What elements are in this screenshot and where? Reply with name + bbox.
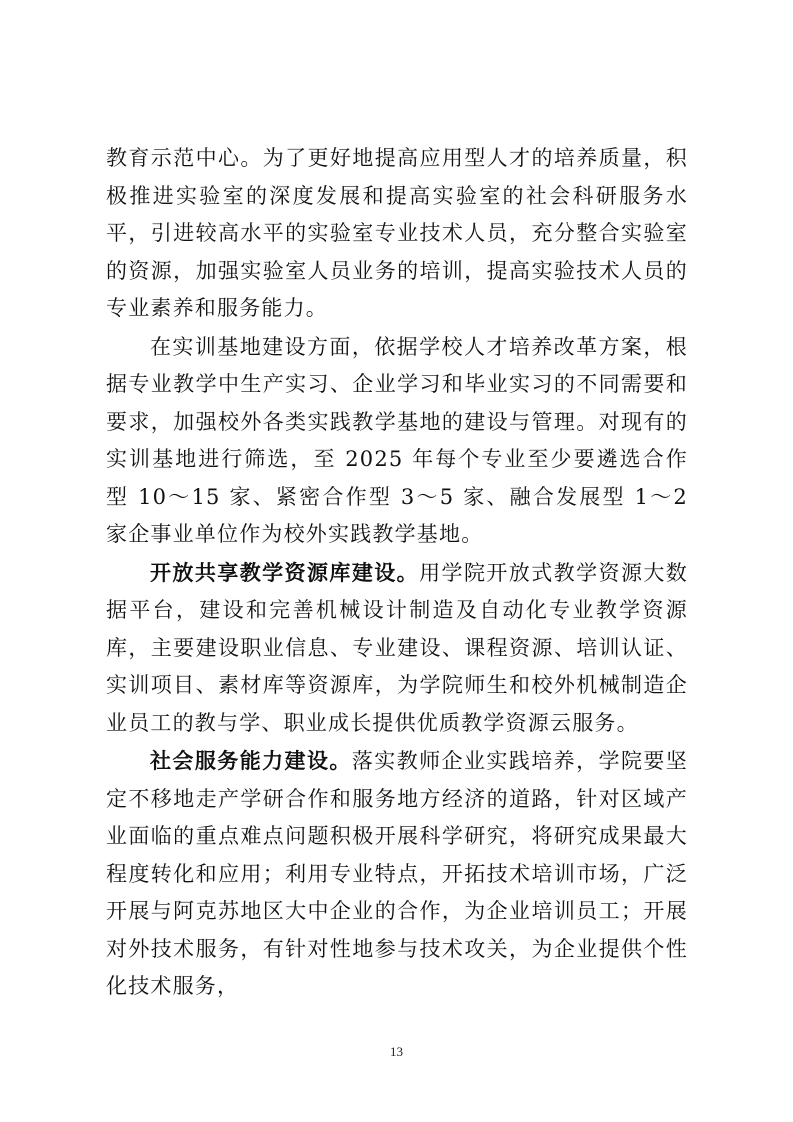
- paragraph-text: 落实教师企业实践培养，学院要坚定不移地走产学研合作和服务地方经济的道路，针对区域产业面临的重点难点问题积极开展科学研究，将研究成果最大程度转化和应用；利用专业特点，开拓技术培训市场，广泛开展与阿克苏地区大中企业的合作，为企业培训员工；开展对外技术服务，有针对性地参与技术攻关，为企业提供个性化技术服务，: [106, 749, 688, 998]
- document-body: [106, 140, 688, 1006]
- paragraph-resource-library: [106, 555, 688, 743]
- paragraph-training-base: [106, 329, 688, 554]
- paragraph-text: 教育示范中心。为了更好地提高应用型人才的培养质量，积极推进实验室的深度发展和提高实验室的社会科研服务水平，引进较高水平的实验室专业技术人员，充分整合实验室的资源，加强实验室人员业务的培训，提高实验技术人员的专业素养和服务能力。: [106, 146, 688, 320]
- paragraph-continuation: [106, 140, 688, 328]
- paragraph-heading: 开放共享教学资源库建设。: [150, 560, 420, 585]
- paragraph-social-service: [106, 743, 688, 1006]
- paragraph-text: 在实训基地建设方面，依据学校人才培养改革方案，根据专业教学中生产实习、企业学习和毕业实习的不同需要和要求，加强校外各类实践教学基地的建设与管理。对现有的实训基地进行筛选，至 2025 年每个专业至少要遴选合作型 10～15 家、紧密合作型 3～5 家、融合发展型 1～2 家企事业单位作为校外实践教学基地。: [106, 334, 688, 546]
- page-number: 13: [390, 1044, 403, 1059]
- paragraph-text: 用学院开放式教学资源大数据平台，建设和完善机械设计制造及自动化专业教学资源库，主要建设职业信息、专业建设、课程资源、培训认证、实训项目、素材库等资源库，为学院师生和校外机械制造企业员工的教与学、职业成长提供优质教学资源云服务。: [106, 560, 688, 735]
- paragraph-heading: 社会服务能力建设。: [150, 749, 352, 773]
